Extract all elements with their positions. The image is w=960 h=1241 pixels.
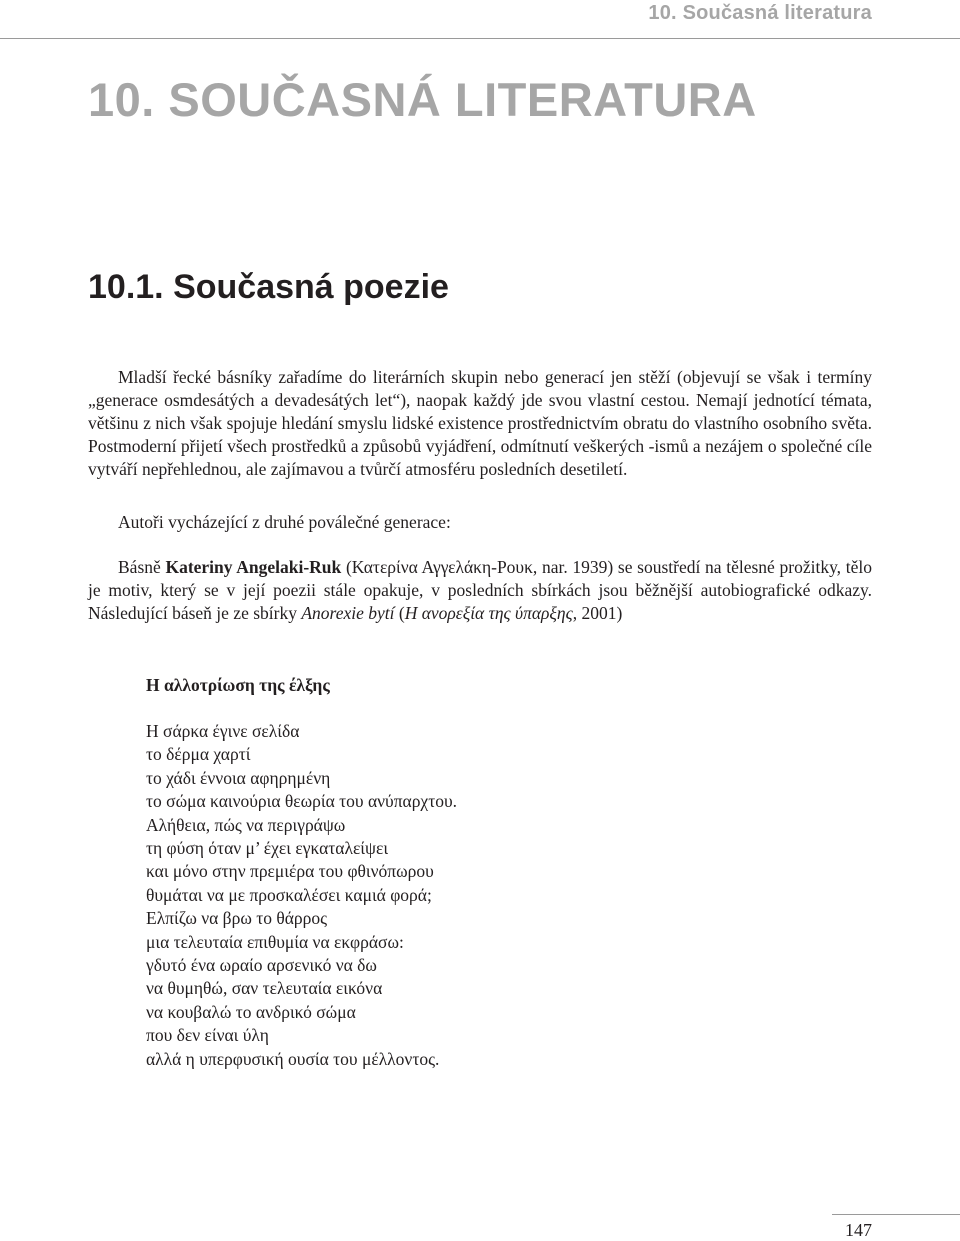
author-name: Kateriny Angelaki-Ruk <box>165 557 342 577</box>
angelaki-mid: (Κατερίνα Αγγελάκη-Ρουκ, nar. 1939) se soustředí na tělesné prožitky, tělo je motiv, který se v její poezii stále opakuje, v posledních sbírkách jsou běžnější autobiografické odkazy. Následující báseň je ze sbírky <box>88 557 872 623</box>
poem-line: τη φύση όταν μ’ έχει εγκαταλείψει <box>146 838 389 859</box>
poem-line: Αλήθεια, πώς να περιγράψω <box>146 814 346 835</box>
footer-rule <box>832 1214 960 1215</box>
intro-paragraph: Mladší řecké básníky zařadíme do literárních skupin nebo generací jen stěží (objevují se však i termíny „generace osmdesátých a devadesátých let“), naopak každý jde svou vlastní cestou. Nemají jednotící témata, většinu z nich však spojuje hledání smyslu lidské existence prostřednictvím obratu do vlastního osobního světa. Postmoderní přijetí všech prostředků a způsobů vyjádření, odmítnutí veškerých -ismů a nezájem o společné cíle vytváří nepřehlednou, ale zajímavou a tvůrčí atmosféru posledních desetiletí. <box>88 367 872 479</box>
authors-intro-paragraph: Autoři vycházející z druhé poválečné generace: <box>118 512 451 532</box>
poem-line: Η σάρκα έγινε σελίδα <box>146 721 300 741</box>
poem-line: Ελπίζω να βρω το θάρρος <box>146 908 328 929</box>
section-title: 10.1. Současná poezie <box>88 268 449 306</box>
angelaki-post: , 2001) <box>572 603 623 623</box>
book-title-greek: Η ανορεξία της ύπαρξης <box>404 603 573 623</box>
angelaki-paragraph <box>88 556 872 625</box>
paren-open: ( <box>394 603 405 623</box>
poem-line: το σώμα καινούρια θεωρία του ανύπαρχτου. <box>146 791 458 812</box>
running-header-title: 10. Současná literatura <box>648 2 872 24</box>
running-header <box>0 0 960 39</box>
poem-line: να κουβαλώ το ανδρικό σώμα <box>146 1001 356 1022</box>
poem-line: θυμάται να με προσκαλέσει καμιά φορά; <box>146 884 432 905</box>
poem-line: αλλά η υπερφυσική ουσία του μέλλοντος. <box>146 1048 440 1069</box>
poem-line: μια τελευταία επιθυμία να εκφράσω: <box>146 931 404 952</box>
poem-line: και μόνο στην πρεμιέρα του φθινόπωρου <box>146 861 434 882</box>
page-number: 147 <box>845 1220 872 1240</box>
poem-line: το δέρμα χαρτί <box>146 744 251 765</box>
book-title-czech: Anorexie bytí <box>301 603 395 623</box>
poem-line: να θυμηθώ, σαν τελευταία εικόνα <box>146 978 383 999</box>
poem-title: Η αλλοτρίωση της έλξης <box>146 675 330 695</box>
poem-line: γδυτό ένα ωραίο αρσενικό να δω <box>146 955 377 976</box>
chapter-title: 10. SOUČASNÁ LITERATURA <box>88 73 757 126</box>
poem-line: το χάδι έννοια αφηρημένη <box>146 767 331 788</box>
poem-line: που δεν είναι ύλη <box>146 1025 269 1046</box>
angelaki-pre: Básně <box>118 557 166 577</box>
poem-body <box>146 720 457 1071</box>
